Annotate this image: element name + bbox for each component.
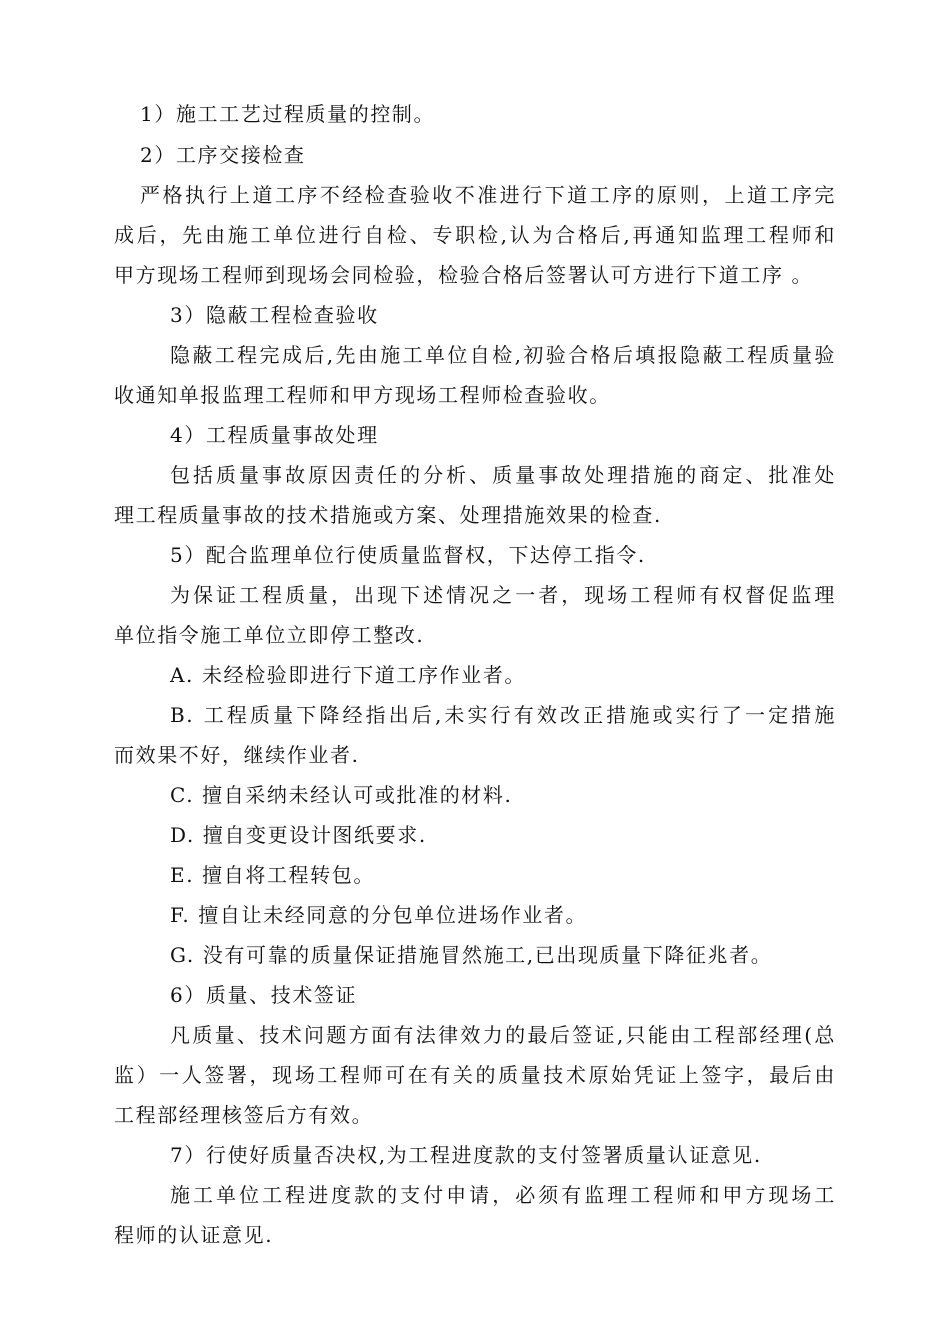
paragraph-line: 凡质量、技术问题方面有法律效力的最后签证,只能由工程部经理(总 [170,1023,836,1047]
paragraph-line: 甲方现场工程师到现场会同检验，检验合格后签署认可方进行下道工序 。 [114,263,814,287]
paragraph-line: 工程部经理核签后方有效。 [114,1103,374,1127]
paragraph-line: 单位指令施工单位立即停工整改. [114,623,425,647]
paragraph-line: 成后，先由施工单位进行自检、专职检,认为合格后,再通知监理工程师和 [114,223,836,247]
list-item-c: C. 擅自采纳未经认可或批准的材料. [170,783,513,807]
paragraph-line: 严格执行上道工序不经检查验收不准进行下道工序的原则，上道工序完 [140,183,836,207]
paragraph-line: 程师的认证意见. [114,1223,274,1247]
list-item-d: D. 擅自变更设计图纸要求. [170,823,427,847]
heading-1-process-quality-control: 1）施工工艺过程质量的控制。 [140,102,436,126]
heading-7-quality-veto-power: 7）行使好质量否决权,为工程进度款的支付签署质量认证意见. [170,1143,762,1167]
list-item-b: B. 工程质量下降经指出后,未实行有效改正措施或实行了一定措施 [170,703,836,727]
heading-3-concealed-work-inspection: 3）隐蔽工程检查验收 [170,303,379,327]
heading-6-quality-technical-certification: 6）质量、技术签证 [170,983,358,1007]
paragraph-line: 为保证工程质量，出现下述情况之一者，现场工程师有权督促监理 [170,583,836,607]
list-item-b-continued: 而效果不好，继续作业者. [114,743,360,767]
heading-5-stop-work-order: 5）配合监理单位行使质量监督权，下达停工指令. [170,543,646,567]
list-item-g: G. 没有可靠的质量保证措施冒然施工,已出现质量下降征兆者。 [170,943,773,967]
paragraph-line: 监）一人签署，现场工程师可在有关的质量技术原始凭证上签字，最后由 [114,1063,836,1087]
heading-4-quality-accident-handling: 4）工程质量事故处理 [170,423,379,447]
paragraph-line: 施工单位工程进度款的支付申请，必须有监理工程师和甲方现场工 [170,1183,836,1207]
paragraph-line: 隐蔽工程完成后,先由施工单位自检,初验合格后填报隐蔽工程质量验 [170,343,836,367]
paragraph-line: 收通知单报监理工程师和甲方现场工程师检查验收。 [114,383,611,407]
list-item-a: A. 未经检验即进行下道工序作业者。 [170,663,526,687]
paragraph-line: 理工程质量事故的技术措施或方案、处理措施效果的检查. [114,503,662,527]
paragraph-line: 包括质量事故原因责任的分析、质量事故处理措施的商定、批准处 [170,463,836,487]
list-item-f: F. 擅自让未经同意的分包单位进场作业者。 [170,903,588,927]
list-item-e: E. 擅自将工程转包。 [170,863,375,887]
heading-2-handover-inspection: 2）工序交接检查 [140,143,306,167]
